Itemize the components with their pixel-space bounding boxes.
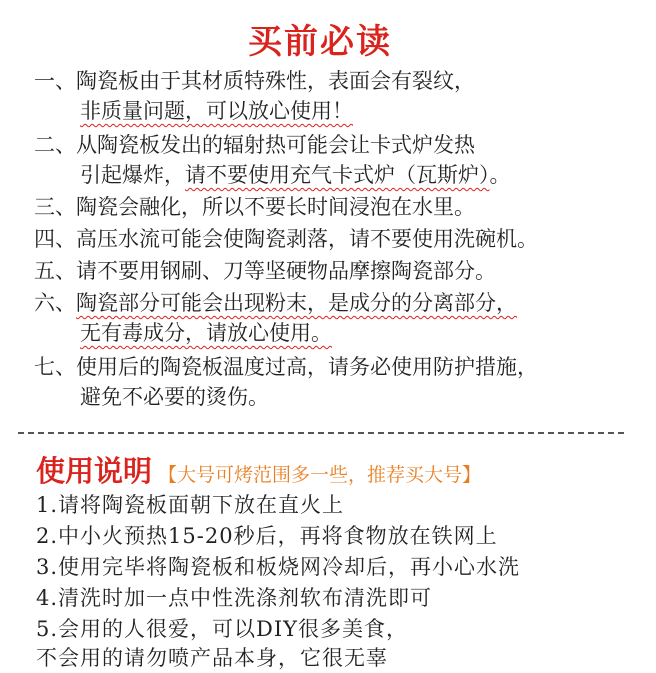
notice-item-1-text-1: 一、陶瓷板由于其材质特殊性，表面会有裂纹， <box>34 69 475 93</box>
notice-item-7-line-2 <box>80 382 269 412</box>
notice-item-2-warning: 请不要使用充气卡式炉（瓦斯炉） <box>185 163 490 187</box>
usage-size-tip: 【大号可烤范围多一些，推荐买大号】 <box>158 464 482 486</box>
usage-step-3: 3.使用完毕将陶瓷板和板烧网冷却后，再小心水洗 <box>36 555 521 579</box>
usage-step-4: 4.清洗时加一点中性洗涤剂软布清洗即可 <box>36 586 433 610</box>
notice-item-1-line-2 <box>80 96 353 126</box>
notice-item-5-text: 五、请不要用钢刷、刀等坚硬物品摩擦陶瓷部分。 <box>34 259 496 283</box>
usage-title: 使用说明 <box>36 454 153 488</box>
notice-item-6-line-1 <box>34 288 517 318</box>
notice-item-6-line-2 <box>80 318 332 348</box>
notice-item-6-text-2: 无有毒成分，请放心使用。 <box>80 321 332 345</box>
notice-item-7-text-2: 避免不必要的烫伤。 <box>80 385 269 409</box>
notice-item-6-prefix: 六、 <box>34 291 76 315</box>
notice-item-2-line-1 <box>34 130 475 160</box>
notice-item-5 <box>34 256 496 286</box>
notice-item-2-text-1: 二、从陶瓷板发出的辐射热可能会让卡式炉发热 <box>34 133 475 157</box>
page-title: 买前必读 <box>248 22 392 62</box>
usage-step-5-continued: 不会用的请勿喷产品本身，它很无辜 <box>36 646 388 670</box>
usage-heading <box>36 449 481 490</box>
usage-step-5: 5.会用的人很爱，可以DIY很多美食， <box>36 617 409 641</box>
notice-item-3-text: 三、陶瓷会融化，所以不要长时间浸泡在水里。 <box>34 195 475 219</box>
notice-item-7-line-1 <box>34 352 538 382</box>
notice-item-3 <box>34 192 475 222</box>
notice-item-4-text: 四、高压水流可能会使陶瓷剥落，请不要使用洗碗机。 <box>34 227 538 251</box>
section-divider <box>18 432 624 434</box>
notice-item-1-line-1 <box>34 66 475 96</box>
usage-step-1: 1.请将陶瓷板面朝下放在直火上 <box>36 493 345 517</box>
notice-item-4 <box>34 224 538 254</box>
notice-item-2-line-2 <box>80 160 511 190</box>
notice-item-2-period: 。 <box>489 163 511 187</box>
notice-item-6-text-1: 陶瓷部分可能会出现粉末，是成分的分离部分， <box>76 291 517 315</box>
notice-item-1-text-2: 非质量问题，可以放心使用！ <box>80 99 353 123</box>
usage-step-2: 2.中小火预热15-20秒后，再将食物放在铁网上 <box>36 524 498 548</box>
notice-item-2-text-2: 引起爆炸， <box>80 163 185 187</box>
notice-item-7-text-1: 七、使用后的陶瓷板温度过高，请务必使用防护措施， <box>34 355 538 379</box>
